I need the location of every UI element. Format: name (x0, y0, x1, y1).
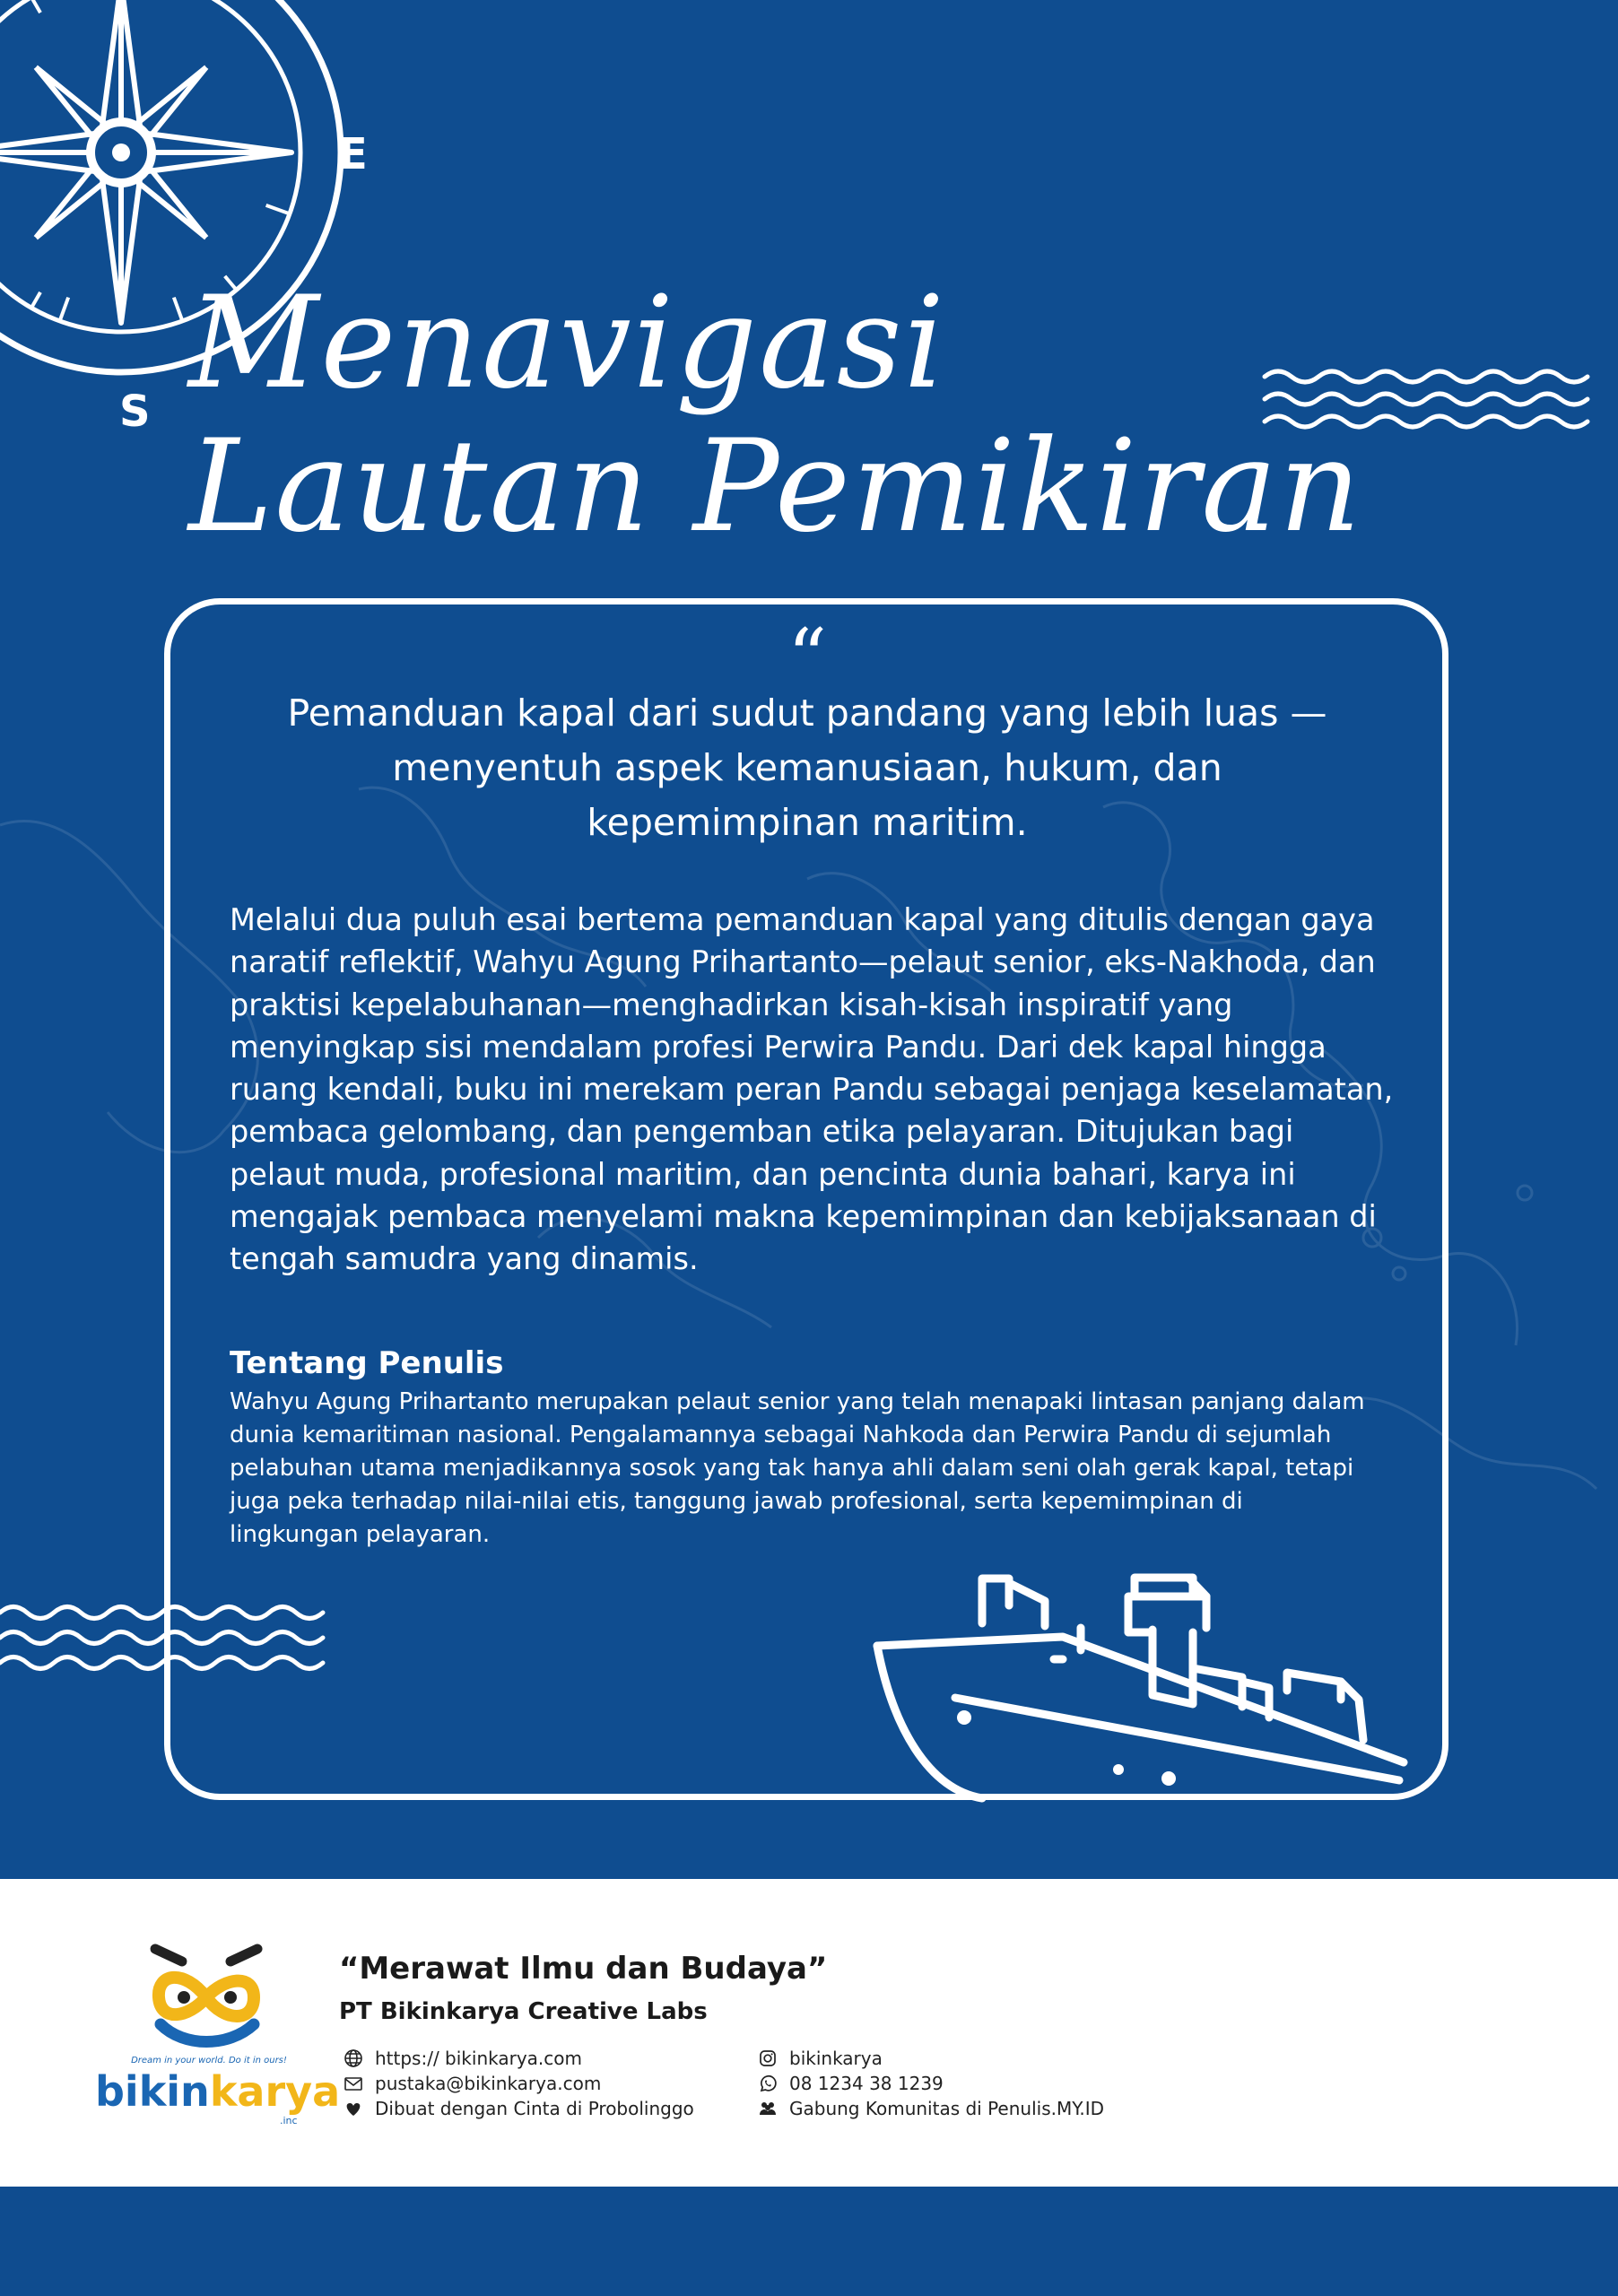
logo-wordmark-part2: karya (209, 2067, 341, 2116)
logo-tagline: Dream in your world. Do it in ours! (131, 2056, 287, 2066)
publisher-company: PT Bikinkarya Creative Labs (339, 1998, 708, 2025)
community-icon (758, 2099, 778, 2118)
about-author-heading: Tentang Penulis (230, 1345, 504, 1381)
about-author-text: Wahyu Agung Prihartanto merupakan pelaut senior yang telah menapaki lintasan panjang dalam dunia kemaritiman nasional. Pengalamannya sebagai Nahkoda dan Perwira Pandu di sejumlah pelabuhan utama menjadikannya sosok yang tak hanya ahli dalam seni olah gerak kapal, tetapi juga peka terhadap nilai-nilai etis, tanggung jawab profesional, serta kepemimpinan di lingkungan pelayaran. (230, 1388, 1365, 1548)
whatsapp-icon (758, 2074, 778, 2093)
mail-icon (344, 2074, 363, 2093)
contact-location-text: Dibuat dengan Cinta di Probolinggo (375, 2098, 694, 2119)
footer-bottom-bar (0, 2187, 1618, 2296)
quote-mark: “ (787, 613, 827, 702)
title-line-1: Menavigasi (188, 269, 947, 417)
contact-whatsapp[interactable] (758, 2072, 944, 2095)
contact-whatsapp-text: 08 1234 38 1239 (789, 2073, 944, 2094)
instagram-icon (758, 2048, 778, 2068)
globe-icon (344, 2048, 363, 2068)
logo-wordmark (95, 2067, 341, 2116)
logo-wordmark-part1: bikin (95, 2067, 210, 2116)
pull-quote: Pemanduan kapal dari sudut pandang yang lebih luas —menyentuh aspek kemanusiaan, hukum, dan kepemimpinan maritim. (287, 691, 1327, 844)
compass-south-label: S (119, 387, 151, 437)
contact-instagram[interactable] (758, 2047, 883, 2070)
contact-community[interactable] (758, 2097, 1104, 2120)
logo-face-icon (148, 1942, 265, 2049)
contact-website[interactable] (344, 2047, 582, 2070)
contact-location (344, 2097, 694, 2120)
contact-instagram-text: bikinkarya (789, 2048, 883, 2069)
bikinkarya-logo[interactable] (90, 1937, 341, 2130)
contact-email[interactable] (344, 2072, 601, 2095)
contact-website-text: https:// bikinkarya.com (375, 2048, 582, 2069)
title-line-2: Lautan Pemikiran (188, 413, 1363, 561)
cargo-ship-icon (874, 1574, 1422, 1798)
compass-east-label: E (338, 129, 368, 179)
contact-email-text: pustaka@bikinkarya.com (375, 2073, 602, 2094)
logo-suffix: .inc (280, 2115, 298, 2126)
heart-icon (344, 2099, 363, 2118)
publisher-motto: “Merawat Ilmu dan Budaya” (339, 1951, 828, 1987)
book-description: Melalui dua puluh esai bertema pemanduan kapal yang ditulis dengan gaya naratif reflektif, Wahyu Agung Prihartanto—pelaut senior, eks-Nakhoda, dan praktisi kepelabuhanan—menghadirkan kisah-kisah inspiratif yang menyingkap sisi mendalam profesi Perwira Pandu. Dari dek kapal hingga ruang kendali, buku ini merekam peran Pandu sebagai penjaga keselamatan, pembaca gelombang, dan pengemban etika pelayaran. Ditujukan bagi pelaut muda, profesional maritim, dan pencinta dunia bahari, karya ini mengajak pembaca menyelami makna kepemimpinan dan kebijaksanaan di tengah samudra yang dinamis. (230, 902, 1394, 1277)
contact-community-text: Gabung Komunitas di Penulis.MY.ID (789, 2098, 1105, 2119)
